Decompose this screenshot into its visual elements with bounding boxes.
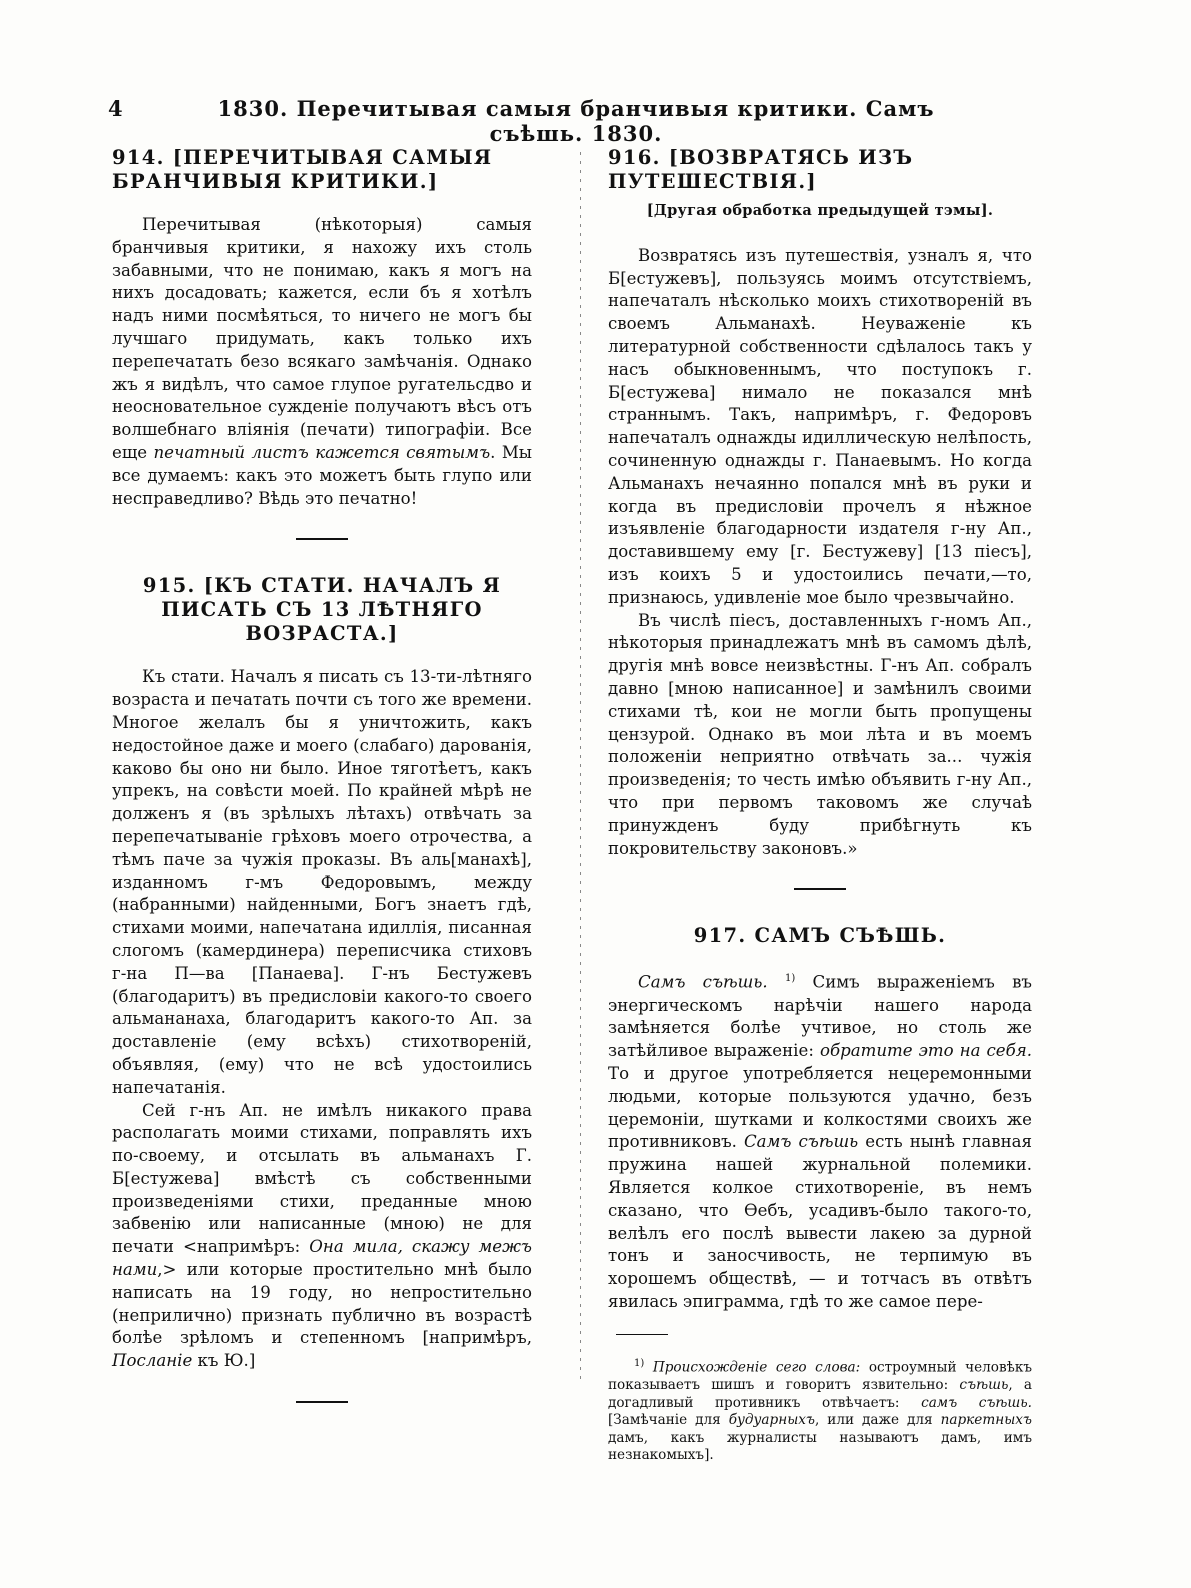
fn-t4: , или даже для: [815, 1412, 941, 1429]
text-914-b: . Мы все думаемъ: какъ это можетъ быть глупо или несправедливо? Вѣдь это печатно!: [112, 442, 533, 508]
text-915-italic-2: Посланіе: [112, 1351, 193, 1371]
text-914-italic: печатный листъ кажется святымъ: [153, 442, 491, 462]
heading-915: 915. [КЪ СТАТИ. НАЧАЛЪ Я ПИСАТЬ СЪ 13 ЛѢТНЯГО ВОЗРАСТА.]: [142, 574, 502, 646]
footnote-marker: 1): [784, 973, 796, 985]
section-separator: [296, 1401, 348, 1403]
page-number: 4: [108, 96, 124, 121]
column-divider: [580, 152, 581, 1382]
footnote: [608, 1355, 1032, 1465]
fn-t2: , а догадливый противникъ отвѣчаетъ:: [608, 1376, 1033, 1411]
text-917-b: То и другое употребляется нецеремонными людьми, которые пользуются удачно, безъ церемоніи, шутками и колкостями своихъ же противниковъ.: [608, 1064, 1032, 1152]
paragraph-914: [112, 214, 532, 510]
text-917-lead: Самъ съѣшь.: [638, 972, 768, 992]
footnote-rule: [616, 1334, 668, 1335]
paragraph-916-2: Въ числѣ піесъ, доставленныхъ г-номъ Ап., нѣкоторыя принадлежатъ мнѣ въ самомъ дѣлѣ, другія мнѣ вовсе неизвѣстны. Г-нъ Ап. собралъ давно [мною написанное] и замѣнилъ своими стихами тѣ, кои не могли быть пропущены цензурой. Однако въ мои лѣта и въ моемъ положеніи неприятно отвѣчать за... чужія произведенія; то честь имѣю объявить г-ну Ап., что при первомъ таковомъ же случаѣ принужденъ буду прибѣгнуть къ покровительству законовъ.»: [608, 610, 1032, 858]
heading-916: 916. [ВОЗВРАТЯСЬ ИЗЪ ПУТЕШЕСТВІЯ.]: [608, 146, 914, 193]
fn-i2: съѣшь: [959, 1376, 1009, 1393]
heading-917: 917. САМЪ СЪѢШЬ.: [693, 924, 947, 948]
paragraph-915-1: Къ стати. Началъ я писать съ 13-ти-лѣтняго возраста и печатать почти съ того же времени. Многое желалъ бы я уничтожить, какъ недостойное даже и моего (слабаго) дарованія, каково бы оно ни было. Иное тяготѣетъ, какъ упрекъ, на совѣсти моей. По крайней мѣрѣ не долженъ я (въ зрѣлыхъ лѣтахъ) отвѣчать за перепечатываніе грѣховъ моего отрочества, а тѣмъ паче за чужія проказы. Въ аль[манахѣ], изданномъ г-мъ Федоровымъ, между (набранными) найденными, Богъ знаетъ гдѣ, стихами моими, напечатана идиллія, писанная слогомъ (камердинера) переписчика стиховъ г-на П—ва [Панаева]. Г-нъ Бестужевъ (благодаритъ) въ предисловіи какого-то своего альмананаха, благодаритъ какого-то Ап. за доставленіе (ему всѣхъ) стихотвореній, объявляя, (ему) что не всѣ удостоились напечатанія.: [112, 667, 532, 1097]
text-915-b: ,> или которые простительно мнѣ было написать на 19 году, но непростительно (неприлично) признать публично въ возрастѣ болѣе зрѣломъ и степенномъ [напримѣръ,: [112, 1260, 532, 1348]
fn-t1: остроумный человѣкъ показываетъ шишъ и говоритъ язвительно:: [608, 1359, 1032, 1393]
text-915-italic: Она мила, скажу межъ нами: [112, 1237, 532, 1280]
footnote-number: 1): [634, 1357, 645, 1369]
fn-t5: дамъ, какъ журналисты называютъ дамъ, имъ незнакомыхъ].: [608, 1429, 1032, 1464]
fn-i3: самъ съѣшь.: [921, 1394, 1032, 1411]
text-917-a: Симъ выраженіемъ въ энергическомъ нарѣчіи нашего народа замѣняется болѣе учтивое, но столь же затѣйливое выраженіе:: [608, 972, 1032, 1061]
fn-i1: Происхожденіе сего слова:: [652, 1359, 861, 1376]
fn-i4: будуарныхъ: [728, 1412, 815, 1429]
paragraph-916-1: Возвратясь изъ путешествія, узналъ я, что Б[естужевъ], пользуясь моимъ отсутствіемъ, напечаталъ нѣсколько моихъ стихотвореній въ своемъ Альманахѣ. Неуваженіе къ литературной собственности сдѣлалось такъ у насъ обыкновеннымъ, что поступокъ г. Б[естужева] нимало не показался мнѣ страннымъ. Такъ, напримѣръ, г. Федоровъ напечаталъ однажды идиллическую нелѣпость, сочиненную однажды г. Панаевымъ. Но когда Альманахъ нечаянно попался мнѣ въ руки и когда въ предисловіи прочелъ я нѣжное изъявленіе благодарности издателя г-ну Ап., доставившему ему [г. Бестужеву] [13 піесъ], изъ коихъ 5 и удостоились печати,—то, признаюсь, удивленіе мое было чрезвычайно.: [608, 245, 1032, 607]
text-917-italic: обратите это на себя.: [819, 1041, 1033, 1061]
text-915-c: къ Ю.]: [192, 1351, 256, 1371]
text-917-italic-2: Самъ съѣшь: [743, 1132, 859, 1152]
fn-i5: паркетныхъ: [940, 1412, 1032, 1429]
text-914-a: Перечитывая (нѣкоторыя) самыя бранчивыя критики, я нахожу ихъ столь забавными, что не понимаю, какъ я могъ на нихъ досадовать; кажется, если бъ я хотѣлъ надъ ними посмѣяться, то ничего не могъ бы лучшаго придумать, какъ только ихъ перепечатать безо всякаго замѣчанія. Однако жъ я видѣлъ, что самое глупое ругательсдво и неосновательное сужденіе получаютъ вѣсъ отъ волшебнаго вліянія (печати) типографіи. Все еще: [112, 215, 532, 462]
paragraph-915-2: [112, 1100, 532, 1374]
fn-t3: [Замѣчаніе для: [608, 1412, 729, 1429]
paragraph-917: [608, 968, 1032, 1313]
subtitle-916: [Другая обработка предыдущей тэмы].: [646, 202, 994, 219]
running-header: [108, 96, 964, 146]
heading-914: 914. [ПЕРЕЧИТЫВАЯ САМЫЯ БРАНЧИВЫЯ КРИТИКИ.]: [112, 146, 493, 193]
section-separator: [794, 888, 846, 890]
left-column: [112, 146, 532, 1437]
text-915-a: Сей г-нъ Ап. не имѣлъ никакого права располагать моими стихами, поправлять ихъ по-своему, и отсылать въ альманахъ Г. Б[естужева] вмѣстѣ съ собственными произведеніями стихи, преданные мною забвенію или написанные (мною) не для печати <напримѣръ:: [112, 1100, 532, 1257]
running-title: 1830. Перечитывая самыя бранчивыя критики. Самъ съѣшь. 1830.: [217, 96, 935, 146]
right-column: [608, 146, 1032, 1465]
section-separator: [296, 538, 348, 540]
text-917-c: есть нынѣ главная пружина нашей журнальной полемики. Является колкое стихотвореніе, въ немъ сказано, что Ѳебъ, усадивъ-было такого-то, велѣлъ его послѣ вывести лакею за дурной тонъ и заносчивость, не терпимую въ хорошемъ обществѣ, — и тотчасъ въ отвѣтъ явилась эпиграмма, гдѣ то же самое пере-: [608, 1132, 1032, 1311]
